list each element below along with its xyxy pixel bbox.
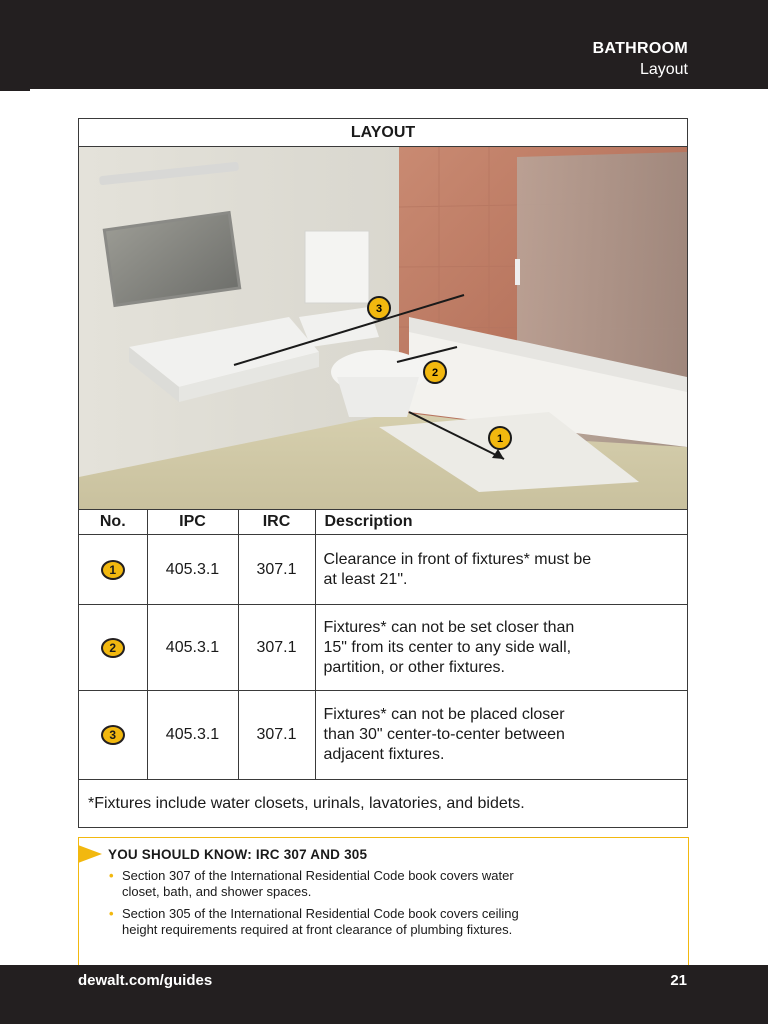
- layout-box: [78, 118, 688, 828]
- description: Fixtures* can not be placed closer than 30" center-to-center between adjacent fixtures.: [315, 691, 687, 780]
- ipc-code: 405.3.1: [147, 691, 238, 780]
- description: Clearance in front of fixtures* must be at least 21".: [315, 535, 687, 605]
- irc-code: 307.1: [238, 691, 315, 780]
- callout-1: [489, 427, 511, 449]
- you-should-know-box: [78, 837, 689, 965]
- table-row: [79, 691, 687, 780]
- col-description: Description: [315, 510, 687, 535]
- irc-code: 307.1: [238, 535, 315, 605]
- header-divider: [0, 89, 30, 91]
- col-ipc: IPC: [147, 510, 238, 535]
- arrow-icon: [78, 845, 102, 863]
- subsection-title: Layout: [639, 61, 688, 78]
- number-badge: 2: [101, 638, 125, 658]
- col-no: No.: [79, 510, 147, 535]
- number-badge: 1: [101, 560, 125, 580]
- ipc-code: 405.3.1: [147, 605, 238, 691]
- list-item: • Section 307 of the International Residential Code book covers water closet, bath, and shower spaces.: [109, 868, 514, 899]
- svg-text:3: 3: [375, 303, 383, 315]
- ipc-code: 405.3.1: [147, 535, 238, 605]
- bullet-icon: •: [109, 906, 114, 921]
- know-list: [109, 868, 679, 944]
- list-item: • Section 305 of the International Residential Code book covers ceiling height requirements required at front clearance of plumbing fixtures.: [109, 906, 519, 937]
- know-title: YOU SHOULD KNOW: IRC 307 AND 305: [108, 847, 368, 862]
- callout-2: [424, 361, 446, 383]
- table-row: [79, 605, 687, 691]
- page-header: [0, 0, 768, 89]
- section-title: BATHROOM: [592, 40, 688, 57]
- bullet-icon: •: [109, 868, 114, 883]
- number-badge: 3: [101, 725, 125, 745]
- table-header-row: [79, 510, 687, 535]
- footer-url: dewalt.com/guides: [78, 972, 213, 989]
- bathroom-illustration: [79, 147, 687, 509]
- footnote-row: [79, 780, 687, 828]
- svg-text:2: 2: [431, 367, 439, 379]
- svg-text:1: 1: [496, 433, 504, 445]
- callout-3: [368, 297, 390, 319]
- bathroom-photo: [79, 147, 687, 510]
- col-irc: IRC: [238, 510, 315, 535]
- irc-code: 307.1: [238, 605, 315, 691]
- description: Fixtures* can not be set closer than 15" from its center to any side wall, partition, or other fixtures.: [315, 605, 687, 691]
- footnote: *Fixtures include water closets, urinals, lavatories, and bidets.: [88, 794, 525, 812]
- table-row: [79, 535, 687, 605]
- page-footer: [0, 965, 768, 1024]
- code-table: [79, 510, 687, 827]
- layout-title: LAYOUT: [79, 119, 687, 147]
- page-number: 21: [670, 972, 687, 989]
